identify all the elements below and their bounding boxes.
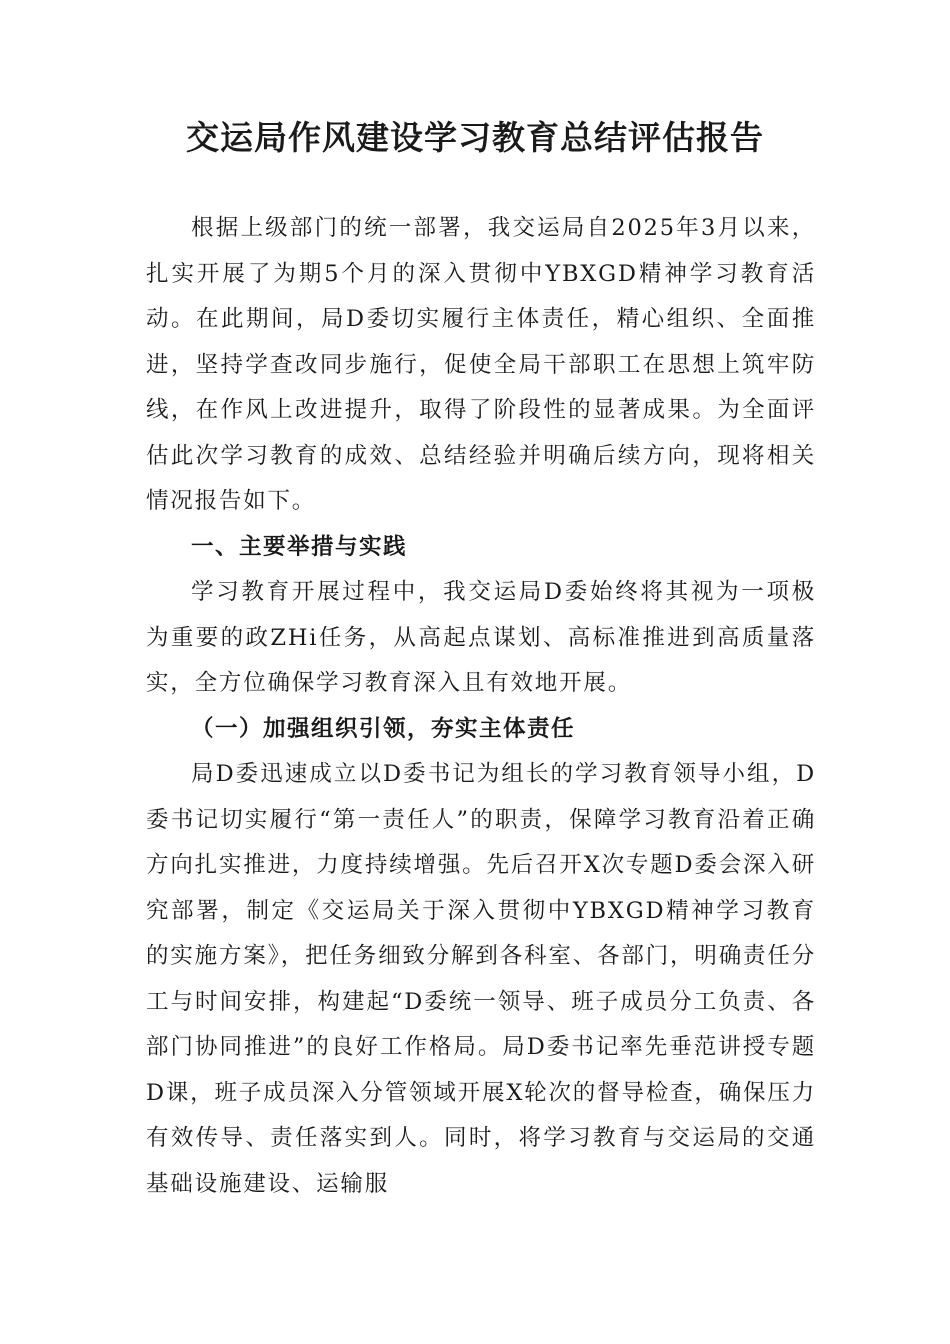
subsection-heading-organization: （一）加强组织引领，夯实主体责任 [191,715,576,742]
document-body [146,206,816,1207]
subsection-paragraph-organization: 局D委迅速成立以D委书记为组长的学习教育领导小组，D委书记切实履行“第一责任人”的职责，保障学习教育沿着正确方向扎实推进，力度持续增强。先后召开X次专题D委会深入研究部署，制定《交运局关于深入贯彻中YBXGD精神学习教育的实施方案》，把任务细致分解到各科室、各部门，明确责任分工与时间安排，构建起“D委统一领导、班子成员分工负责、各部门协同推进”的良好工作格局。局D委书记率先垂范讲授专题D课，班子成员深入分管领域开展X轮次的督导检查，确保压力有效传导、责任落实到人。同时，将学习教育与交运局的交通基础设施建设、运输服 [146,761,816,1197]
section-paragraph-main-measures: 学习教育开展过程中，我交运局D委始终将其视为一项极为重要的政ZHi任务，从高起点谋划、高标准推进到高质量落实，全方位确保学习教育深入且有效地开展。 [146,579,816,696]
document-title: 交运局作风建设学习教育总结评估报告 [186,118,764,157]
intro-paragraph: 根据上级部门的统一部署，我交运局自2025年3月以来，扎实开展了为期5个月的深入贯彻中YBXGD精神学习教育活动。在此期间，局D委切实履行主体责任，精心组织、全面推进，坚持学查改同步施行，促使全局干部职工在思想上筑牢防线，在作风上改进提升，取得了阶段性的显著成果。为全面评估此次学习教育的成效、总结经验并明确后续方向，现将相关情况报告如下。 [146,215,816,514]
section-heading-main-measures: 一、主要举措与实践 [191,533,408,560]
